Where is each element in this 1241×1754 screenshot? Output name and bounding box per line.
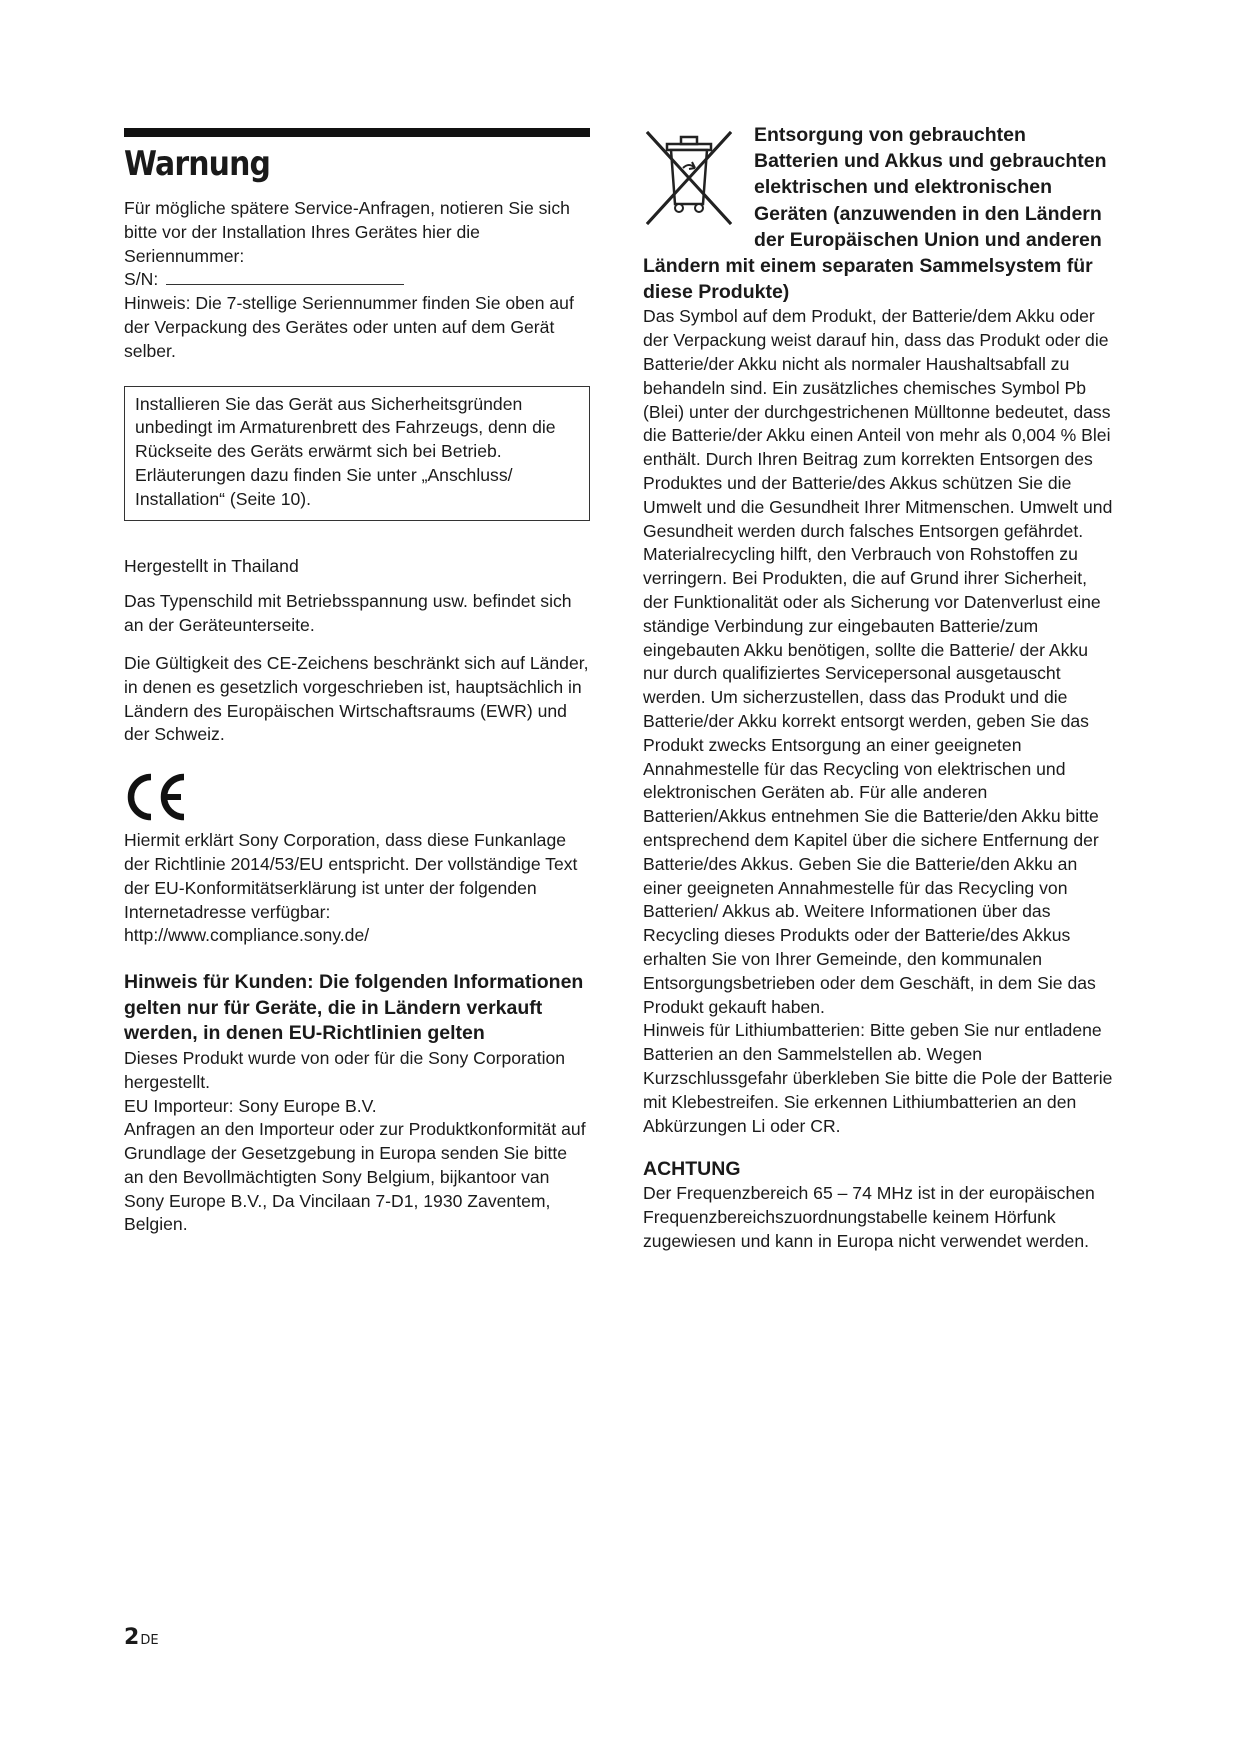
right-column <box>643 122 1113 1254</box>
entsorgung-heading: Entsorgung von gebrauchten Batterien und Akkus und gebrauchten elektrischen und elektronischen Geräten (anzuwenden in den Ländern der Europäischen Union und anderen <box>754 124 1107 251</box>
typenschild-note: Das Typenschild mit Betriebsspannung usw. befindet sich an der Geräteunterseite. <box>124 591 572 636</box>
page-language-suffix: DE <box>140 1633 159 1648</box>
entsorgung-heading-continued: Ländern mit einem separaten Sammelsystem für diese Produkte) <box>643 255 1093 304</box>
page-number <box>124 1625 159 1650</box>
ce-validity: Die Gültigkeit des CE-Zeichens beschränkt sich auf Länder, in denen es gesetzlich vorgeschrieben ist, hauptsächlich in Ländern des Europäischen Wirtschaftsraums (EWR) und der Schweiz. <box>124 652 589 745</box>
serial-number-row <box>124 268 590 292</box>
achtung-text: Der Frequenzbereich 65 – 74 MHz ist in der europäischen Frequenzbereichszuordnungstabelle keinem Hörfunk zugewiesen und kann in Europa nicht verwendet werden. <box>643 1183 1095 1251</box>
installation-notice-text: Installieren Sie das Gerät aus Sicherheitsgründen unbedingt im Armaturenbrett des Fahrzeugs, denn die Rückseite des Geräts erwärmt sich bei Betrieb. <box>135 393 556 462</box>
ce-logo-icon <box>124 771 190 823</box>
page-number-value: 2 <box>124 1625 140 1650</box>
warnung-heading: Warnung <box>124 144 271 184</box>
declaration-text: Hiermit erklärt Sony Corporation, dass diese Funkanlage der Richtlinie 2014/53/EU entspricht. Der vollständige Text der EU-Konformitätserklärung ist unter der folgenden Internetadresse verfügbar: <box>124 830 578 922</box>
section-rule <box>124 128 590 137</box>
achtung-heading: ACHTUNG <box>643 1158 741 1181</box>
installation-notice-reference: Erläuterungen dazu finden Sie unter „Anschluss/ Installation“ (Seite 10). <box>135 464 513 509</box>
kunden-manufacturer: Dieses Produkt wurde von oder für die Sony Corporation hergestellt. <box>124 1047 566 1092</box>
crossed-out-bin-icon <box>643 128 735 228</box>
made-in: Hergestellt in Thailand <box>124 555 299 576</box>
serial-number-blank <box>166 270 404 285</box>
kunden-contact: Anfragen an den Importeur oder zur Produktkonformität auf Grundlage der Gesetzgebung in Europa senden Sie bitte an den Bevollmächtigten Sony Belgium, bijkantoor van Sony Europe B.V., Da Vincilaan 7-D1, 1930 Zaventem, Belgien. <box>124 1119 586 1235</box>
warnung-intro: Für mögliche spätere Service-Anfragen, notieren Sie sich bitte vor der Installation Ihres Gerätes hier die Seriennummer: <box>124 198 570 266</box>
left-column <box>124 128 590 1237</box>
declaration-url[interactable]: http://www.compliance.sony.de/ <box>124 925 370 946</box>
installation-notice-box <box>124 386 590 521</box>
warnung-hinweis: Hinweis: Die 7-stellige Seriennummer finden Sie oben auf der Verpackung des Gerätes oder unten auf dem Gerät selber. <box>124 293 574 361</box>
ce-mark <box>124 771 590 825</box>
serial-number-label: S/N: <box>124 269 159 290</box>
entsorgung-body: Das Symbol auf dem Produkt, der Batterie/dem Akku oder der Verpackung weist darauf hin, dass das Produkt oder die Batterie/der Akku nicht als normaler Haushaltsabfall zu behandeln sind. Ein zusätzliches chemisches Symbol Pb (Blei) unter der durchgestrichenen Mülltonne bedeutet, dass die Batterie/der Akku einen Anteil von mehr als 0,004 % Blei enthält. Durch Ihren Beitrag zum korrekten Entsorgen des Produktes und der Batterie/des Akkus schützen Sie die Umwelt und die Gesundheit Ihrer Mitmenschen. Umwelt und Gesundheit werden durch falsches Entsorgen gefährdet. Materialrecycling hilft, den Verbrauch von Rohstoffen zu verringern. Bei Produkten, die auf Grund ihrer Sicherheit, der Funktionalität oder als Sicherung vor Datenverlust eine ständige Verbindung zur eingebauten Batterie/zum eingebauten Akku benötigen, sollte die Batterie/ der Akku nur durch qualifiziertes Servicepersonal ausgetauscht werden. Um sicherzustellen, dass das Produkt und die Batterie/der Akku korrekt entsorgt werden, geben Sie das Produkt zwecks Entsorgung an einer geeigneten Annahmestelle für das Recycling von elektrischen und elektronischen Geräten ab. Für alle anderen Batterien/Akkus entnehmen Sie die Batterie/den Akku bitte entsprechend dem Kapitel über die sichere Entfernung der Batterie/des Akkus. Geben Sie die Batterie/den Akku an einer geeigneten Annahmestelle für das Recycling von Batterien/ Akkus ab. Weitere Informationen über das Recycling dieses Produkts oder der Batterie/des Akkus erhalten Sie von Ihrer Gemeinde, den kommunalen Entsorgungsbetrieben oder dem Geschäft, in dem Sie das Produkt gekauft haben. <box>643 306 1113 1017</box>
lithium-note: Hinweis für Lithiumbatterien: Bitte geben Sie nur entladene Batterien an den Sammelstellen ab. Wegen Kurzschlussgefahr überkleben Sie bitte die Pole der Batterie mit Klebestreifen. Sie erkennen Lithiumbatterien an den Abkürzungen Li oder CR. <box>643 1020 1113 1136</box>
kunden-heading: Hinweis für Kunden: Die folgenden Informationen gelten nur für Geräte, die in Ländern verkauft werden, in denen EU-Richtlinien gelten <box>124 971 584 1045</box>
kunden-importer: EU Importeur: Sony Europe B.V. <box>124 1095 377 1116</box>
